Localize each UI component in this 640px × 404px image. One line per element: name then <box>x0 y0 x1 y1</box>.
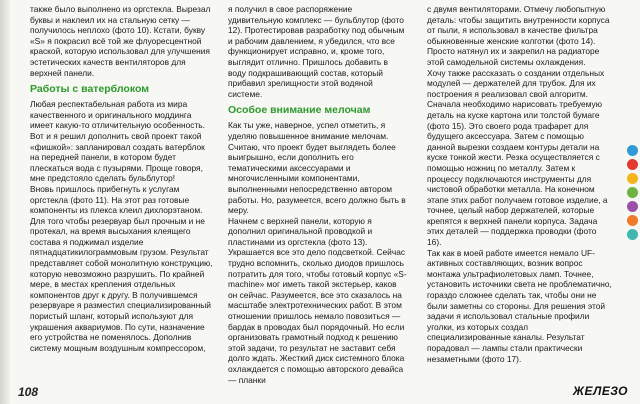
magazine-logo: ЖЕЛЕЗО <box>572 384 628 398</box>
paragraph: Начнем с верхней панели, которую я дополнил оригинальной проводкой и пластинами из оргстекла (фото 13). Украшается все это дело подсветкой. Сейчас трудно вспомнить, сколько диодов пришлось потратить для того, чтобы готовый корпус «S-machine» мог иметь такой экстерьер, каков он сейчас. Разумеется, все это сказалось на масштабе электротехнических работ. В этом отношении пришлось немало повозиться — бардак в проводах был порядочный. Но если организовать грамотный подход к решению этой задачи, то результат не заставит себя долго ждать. Жесткий диск системного блока охлаждается с помощью авторского девайса — планки <box>228 215 407 385</box>
paragraph: Так как в моей работе имеется немало UF-активных составляющих, возник вопрос монтажа ультрафиолетовых ламп. Точнее, установить источники света не проблематично, гораздо сложнее сделать так, чтобы они не были заметны со стороны. Для решения этой задачи я использовал стальные профили уголки, из которых создал специализированные каналы. Результат порадовал — лампы стали практически незаметными (фото 17). <box>427 247 612 364</box>
paragraph: Любая респектабельная работа из мира качественного и оригинального моддинга имеет какую-то отличительную особенность. Вот и я решил дополнить свой проект такой «фишкой»: запланировал создать ватерблок на передней панели, в котором будет плескаться вода с пузырями. Проще говоря, мне предстояло сделать бульблутор! <box>30 99 205 184</box>
color-dot <box>627 201 638 212</box>
paragraph: Как ты уже, наверное, успел отметить, я уделяю повышенное внимание мелочам. Считаю, что проект будет выглядеть более выигрышно, если дополнить его тематическими аксессуарами и многочисленными компонентами, выполненными непосредственно автором работы. Но, разумеется, всего должно быть в меру. <box>228 120 406 216</box>
section-heading-details: Особое внимание мелочам <box>228 104 371 117</box>
color-dot <box>627 229 638 240</box>
page-number: 108 <box>18 385 39 399</box>
paragraph: с двумя вентиляторами. Отмечу любопытную деталь: чтобы защитить внутренности корпуса от пыли, я использовал в качестве фильтра обыкновенные женские колготки (фото 14). Просто натянул их и закрепил на радиаторе этой самодельной системы охлаждения. <box>427 4 610 67</box>
text-column-1 <box>30 4 213 353</box>
text-column-2 <box>228 4 408 385</box>
color-dot <box>627 173 638 184</box>
text-column-3 <box>427 4 613 364</box>
paragraph: Вновь пришлось прибегнуть к услугам оргстекла (фото 11). На этот раз готовые компоненты из плекса клеил дихлорэтаном. Для того чтобы резервуар был прочным и не протекал, на время высыхания клеящего состава я поджимал изделие пятнадцатикилограммовым грузом. Результат представляет собой монолитную конструкцию, которую невозможно разрушить. По крайней мере, в местах крепления отдельных компонентов друг к другу. В получившемся резервуаре я разместил специализированный пористый шланг, который используют для украшения аквариумов. По сути, назначение его устройства не поменялось. Дополнив систему мощным воздушным компрессором, <box>30 183 213 353</box>
section-heading-waterblock: Работы с ватерблоком <box>30 83 150 96</box>
color-index-dots <box>624 145 640 243</box>
paragraph: я получил в свое распоряжение удивительную комплекс — бульблутор (фото 12). Протестировав разработку под обычным и рабочим давлением, я убедился, что все функционирует исправно, и, кроме того, выглядит отлично. Пришлось добавить в воду подкрашивающий состав, который прибавил зрелищности этой водяной системе. <box>228 4 405 99</box>
color-dot <box>627 159 638 170</box>
color-dot <box>627 215 638 226</box>
page-gutter <box>0 0 10 404</box>
color-dot <box>627 145 638 156</box>
color-dot <box>627 187 638 198</box>
paragraph: также было выполнено из оргстекла. Вырезал буквы и наклеил их на стальную сетку — получилось неплохо (фото 10). Кстати, букву «S» я покрасил всё той же флуоресцентной краской, которую использовал для улучшения эстетических качеств вентиляторов для верхней панели. <box>30 4 211 78</box>
paragraph: Хочу также рассказать о создании отдельных модулей — держателей для трубок. Для их построения я реализовал свой алгоритм. Сначала необходимо нарисовать требуемую деталь на куске картона или толстой бумаге (фото 15). Это своего рода трафарет для будущего аксессуара. Затем с помощью данной вырезки создаем контуры детали на куске тонкой жести. Резка осуществляется с помощью ножниц по металлу. Затем к процессу подключаются инструменты для чистовой обработки металла. На конечном этапе этих работ получаем готовое изделие, а точнее, целый набор держателей, которые крепятся к верхней панели корпуса. Задача этих деталей — поддержка проводки (фото 16). <box>427 67 608 248</box>
